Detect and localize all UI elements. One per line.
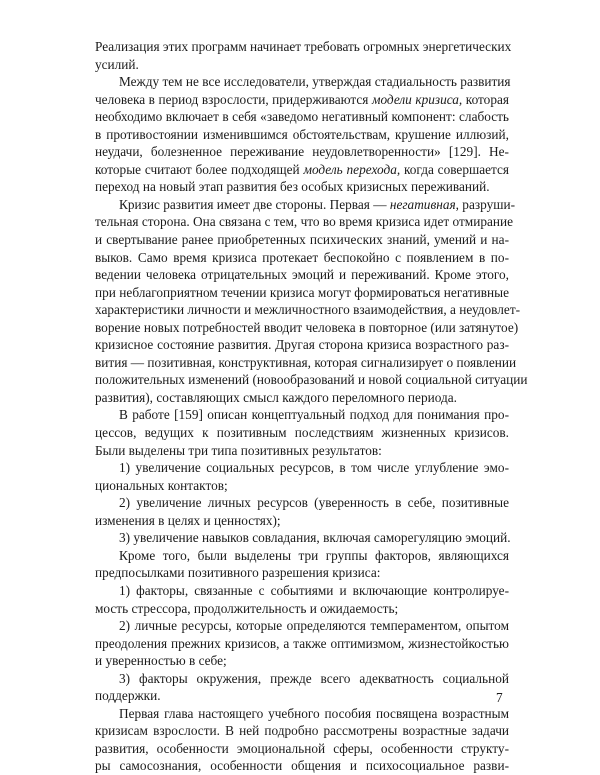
text-line: изменения в целях и ценностях); [95,512,281,528]
text-line: предпосылками позитивного разрешения кризиса: [95,565,381,581]
text-line: поддержки. [95,688,161,704]
paragraph [95,529,509,547]
text-line: 1) увеличение социальных ресурсов, в том числе углубление эмо- [119,460,509,476]
text-line: Были выделены три типа позитивных результатов: [95,442,382,458]
text-line: усилий. [95,56,139,72]
text-line: кризисное состояние развития. Другая сторона кризиса возрастного раз- [95,337,509,353]
text-line: необходимо включает в себя «заведомо негативный компонент: слабость [95,109,509,125]
paragraph [95,582,509,617]
text-line: тельная сторона. Она связана с тем, что во время кризиса идет отмирание [95,214,514,230]
text-line: 2) увеличение личных ресурсов (уверенность в себе, позитивные [119,495,509,511]
paragraph [95,705,509,775]
text-line: 3) увеличение навыков совладания, включая саморегуляцию эмоций. [119,530,511,546]
text-line: в противостоянии изменившимся обстоятельствам, крушение иллюзий, [95,126,509,142]
text-line: кризисам взрослости. В ней подробно рассмотрены возрастные задачи [95,723,509,739]
text-line: переход на новый этап развития без особых кризисных переживаний. [95,179,490,195]
text-line: ворение новых потребностей вводит человека в повторное (или затянутое) [95,319,519,335]
text-line: развития, особенности эмоциональной сферы, особенности структу- [95,740,509,756]
text-line: характеристики личности и межличностного взаимодействия, а неудовлет- [95,302,521,318]
text-line: 3) факторы окружения, прежде всего адекватность социальной [119,670,509,686]
text-line: неудачи, болезненное переживание неудовлетворенности» [129]. Не- [95,144,509,160]
text-line: цессов, ведущих к позитивным последствиям жизненных кризисов. [95,425,509,441]
text-line: Кроме того, были выделены три группы факторов, являющихся [119,547,509,563]
text-line: вития — позитивная, конструктивная, которая сигнализирует о появлении [95,354,517,370]
text-line: мость стрессора, продолжительность и ожидаемость; [95,600,399,616]
text-line: 2) личные ресурсы, которые определяются темпераментом, опытом [119,618,509,634]
text-line: человека в период взрослости, придерживаются модели кризиса, которая [95,91,509,107]
text-line: ры самосознания, особенности общения и психосоциальное разви- [95,758,509,774]
text-line: циональных контактов; [95,477,228,493]
paragraph [95,196,528,407]
paragraph [95,670,509,705]
text-line: и свертывание ранее приобретенных психических знаний, умений и на- [95,232,509,248]
text-line: и уверенностью в себе; [95,653,227,669]
paragraph [95,547,509,582]
text-line: которые считают более подходящей модель перехода, когда совершается [95,161,509,177]
text-line: ведении человека отрицательных эмоций и переживаний. Кроме этого, [95,267,509,283]
text-line: преодоления прежних кризисов, а также оптимизмом, жизнестойкостью [95,635,509,651]
text-line: Первая глава настоящего учебного пособия посвящена возрастным [119,705,509,721]
paragraph [95,73,509,196]
text-line: Кризис развития имеет две стороны. Первая — негативная, разруши- [119,196,516,212]
text-line: Между тем не все исследователи, утверждая стадиальность развития [119,74,511,90]
paragraph [95,617,509,670]
text-line: 1) факторы, связанные с событиями и включающие контролируе- [119,582,509,598]
paragraph [95,38,512,73]
text-line: выков. Само время кризиса протекает беспокойно с появлением в по- [95,249,509,265]
body-text [95,38,528,775]
paragraph [95,406,509,459]
page-number: 7 [496,690,503,705]
text-line: при неблагоприятном течении кризиса могут формироваться негативные [95,284,509,300]
text-line: положительных изменений (новообразований и новой социальной ситуации [95,372,528,388]
text-line: Реализация этих программ начинает требовать огромных энергетических [95,39,512,54]
paragraph [95,494,509,529]
text-line: В работе [159] описан концептуальный подход для понимания про- [119,407,509,423]
paragraph [95,459,509,494]
text-line: развития), составляющих смысл каждого переломного периода. [95,389,457,405]
